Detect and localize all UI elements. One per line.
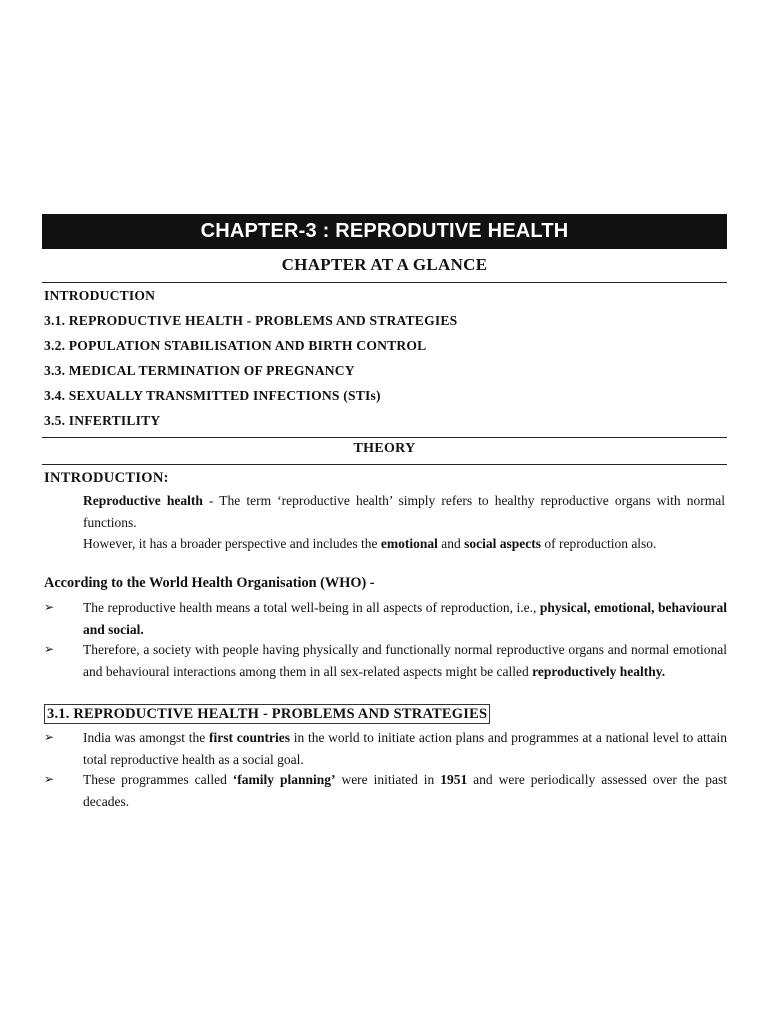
theory-title: THEORY [353, 441, 416, 456]
list-item: ➢ The reproductive health means a total well-being in all aspects of reproduction, i.e., physical, emotional, behavioural and social. [44, 597, 727, 640]
chapter-banner: CHAPTER-3 : REPRODUTIVE HEALTH [42, 214, 727, 249]
section-heading-boxed: 3.1. REPRODUCTIVE HEALTH - PROBLEMS AND STRATEGIES [44, 704, 490, 724]
intro-paragraph: Reproductive health - The term ‘reproductive health’ simply refers to healthy reproductive organs with normal functions. [83, 493, 725, 530]
list-item: ➢ These programmes called ‘family planning’ were initiated in 1951 and were periodically assessed over the past decades. [44, 769, 727, 812]
chapter-contents-list [44, 287, 457, 437]
divider [42, 464, 727, 465]
arrow-bullet-icon: ➢ [44, 730, 55, 744]
list-item: ➢ India was amongst the first countries in the world to initiate action plans and programmes at a national level to attain total reproductive health as a social goal. [44, 727, 727, 770]
toc-item: 3.3. MEDICAL TERMINATION OF PREGNANCY [44, 363, 355, 378]
who-heading: According to the World Health Organisation (WHO) - [44, 575, 375, 591]
term-bold: Reproductive health [83, 493, 203, 508]
toc-item: 3.5. INFERTILITY [44, 413, 161, 428]
list-item: ➢ Therefore, a society with people having physically and functionally normal reproductive organs and normal emotional and behavioural interactions among them in all sex-related aspects might be called reproductively healthy. [44, 639, 727, 682]
arrow-bullet-icon: ➢ [44, 642, 55, 656]
divider [42, 282, 727, 283]
toc-item: 3.2. POPULATION STABILISATION AND BIRTH CONTROL [44, 338, 427, 353]
divider [42, 437, 727, 438]
arrow-bullet-icon: ➢ [44, 600, 55, 614]
toc-item: 3.4. SEXUALLY TRANSMITTED INFECTIONS (STIs) [44, 388, 381, 403]
toc-item: INTRODUCTION [44, 288, 156, 303]
arrow-bullet-icon: ➢ [44, 772, 55, 786]
toc-item: 3.1. REPRODUCTIVE HEALTH - PROBLEMS AND STRATEGIES [44, 313, 458, 328]
intro-paragraph: However, it has a broader perspective and includes the emotional and social aspects of reproduction also. [83, 536, 657, 551]
introduction-heading: INTRODUCTION: [44, 470, 169, 486]
glance-title: CHAPTER AT A GLANCE [281, 255, 488, 274]
